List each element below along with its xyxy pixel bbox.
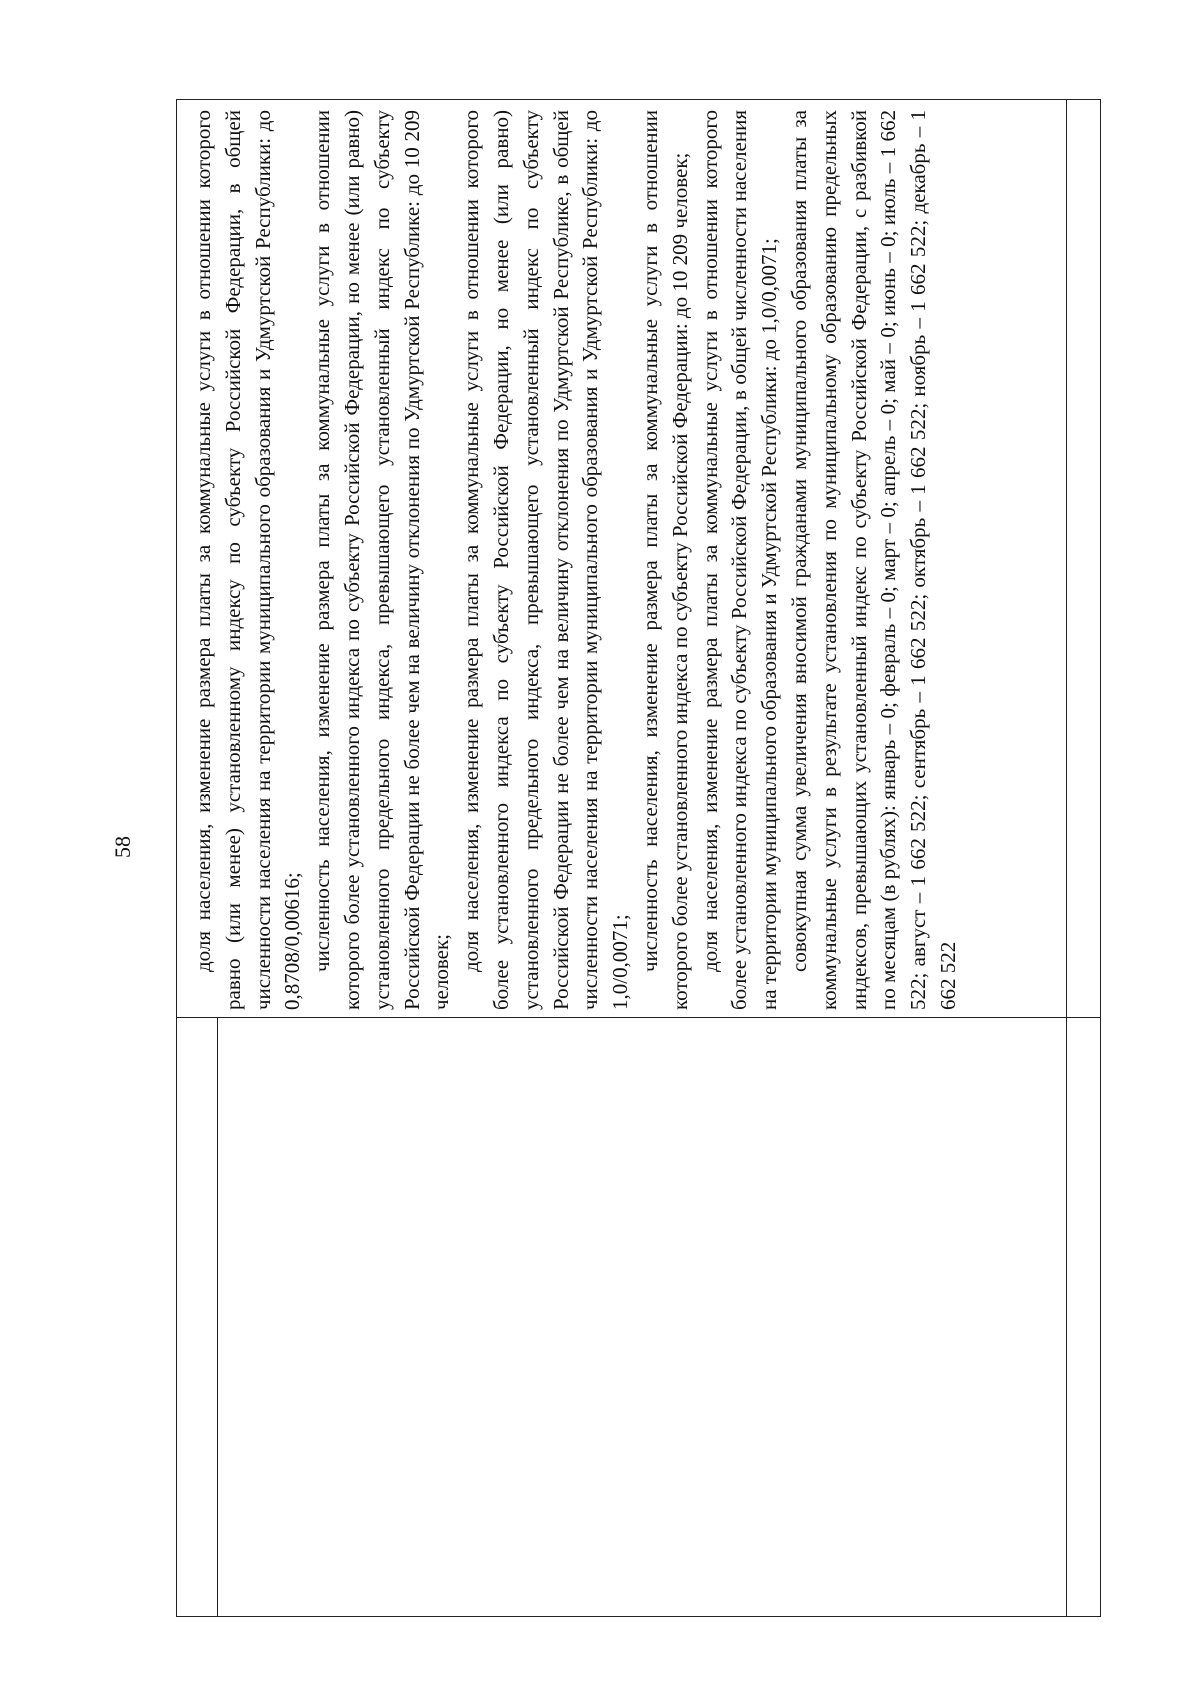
document-table	[176, 99, 1101, 1617]
paragraph-share-within-limit: доля населения, изменение размера платы за коммунальные услуги в отношении которого более установленного индекса по субъекту Российской Федерации, но менее (или равно) установленного предельного индекса, превышающего установленный индекс по субъекту Российской Федерации не более чем на величину отклонения по Удмуртской Республике, в общей численности населения на территории муниципального образования и Удмуртской Республики: до 1,0/0,0071;	[459, 110, 633, 1010]
row-divider-bottom	[1066, 100, 1067, 1616]
paragraph-total-increase-by-month: совокупная сумма увеличения вносимой гражданами муниципального образования платы за коммунальные услуги в результате установления по муниципальному образованию предельных индексов, превышающих установленный индекс по субъекту Российской Федерации, с разбивкой по месяцам (в рублях): январь – 0; февраль – 0; март – 0; апрель – 0; май – 0; июнь – 0; июль – 1 662 522; август – 1 662 522; сентябрь – 1 662 522; октябрь – 1 662 522; ноябрь – 1 662 522; декабрь – 1 662 522	[786, 110, 960, 1010]
paragraph-count-above-index: численность населения, изменение размера платы за коммунальные услуги в отношении которого более установленного индекса по субъекту Российской Федерации: до 10 209 человек;	[637, 110, 692, 1010]
page-number: 58	[110, 836, 135, 858]
paragraph-share-within-index: доля населения, изменение размера платы за коммунальные услуги в отношении которого равно (или менее) установленному индексу по субъекту Российской Федерации, в общей численности населения на территории муниципального образования и Удмуртской Республики: до 0,8708/0,00616;	[191, 110, 305, 1010]
column-divider	[177, 1017, 1100, 1018]
row-divider-left	[217, 1018, 218, 1616]
table-cell-text	[189, 110, 964, 1010]
paragraph-share-above-index: доля населения, изменение размера платы за коммунальные услуги в отношении которого более установленного индекса по субъекту Российской Федерации, в общей численности населения на территории муниципального образования и Удмуртской Республики: до 1,0/0,0071;	[697, 110, 782, 1010]
paragraph-count-within-limit: численность населения, изменение размера платы за коммунальные услуги в отношении которого более установленного индекса по субъекту Российской Федерации, но менее (или равно) установленного предельного индекса, превышающего установленный индекс по субъекту Российской Федерации не более чем на величину отклонения по Удмуртской Республике: до 10 209 человек;	[310, 110, 454, 1010]
